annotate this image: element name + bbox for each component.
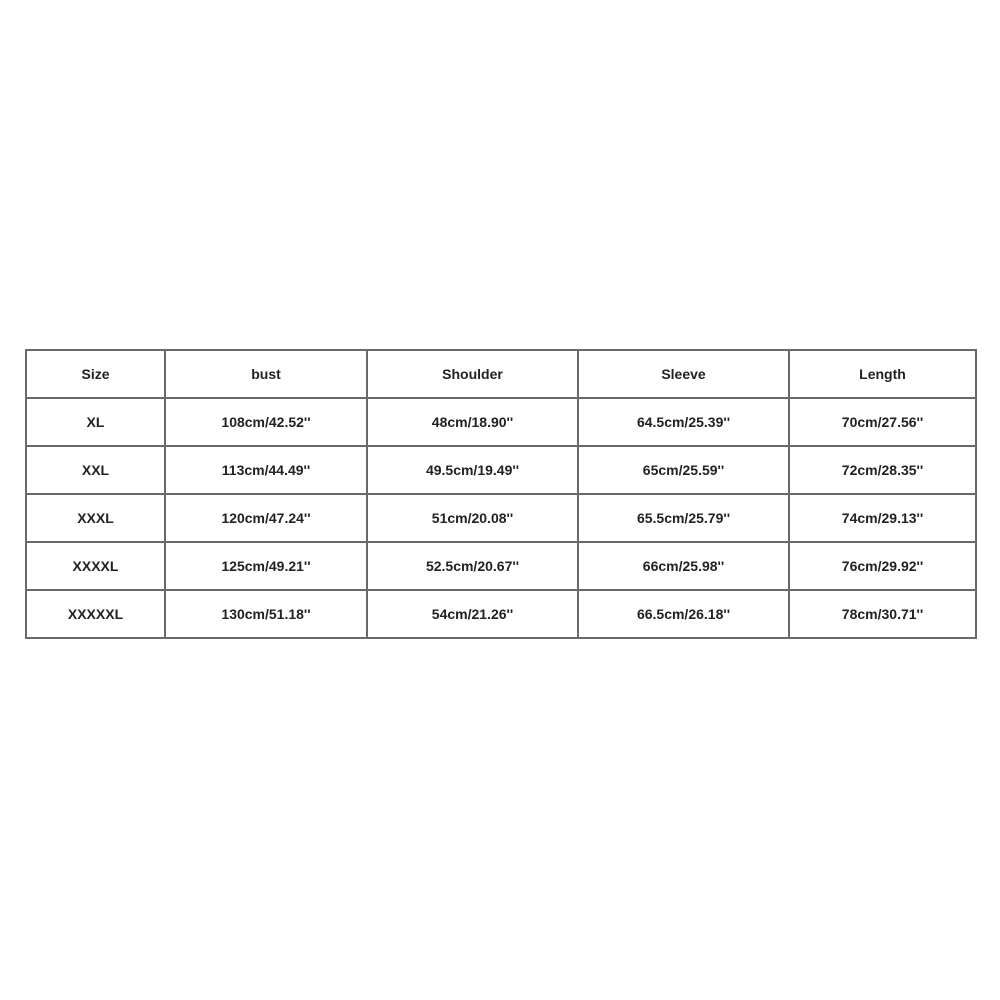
cell-length: 72cm/28.35'' bbox=[789, 446, 976, 494]
table-row bbox=[26, 542, 976, 590]
table-row bbox=[26, 446, 976, 494]
cell-size: XXXL bbox=[26, 494, 165, 542]
table-header-row bbox=[26, 350, 976, 398]
cell-sleeve: 65.5cm/25.79'' bbox=[578, 494, 789, 542]
cell-shoulder: 54cm/21.26'' bbox=[367, 590, 578, 638]
cell-bust: 108cm/42.52'' bbox=[165, 398, 367, 446]
cell-shoulder: 51cm/20.08'' bbox=[367, 494, 578, 542]
size-chart-table bbox=[25, 349, 977, 639]
cell-sleeve: 64.5cm/25.39'' bbox=[578, 398, 789, 446]
column-header-sleeve: Sleeve bbox=[578, 350, 789, 398]
cell-length: 70cm/27.56'' bbox=[789, 398, 976, 446]
column-header-length: Length bbox=[789, 350, 976, 398]
cell-length: 78cm/30.71'' bbox=[789, 590, 976, 638]
column-header-bust: bust bbox=[165, 350, 367, 398]
cell-length: 76cm/29.92'' bbox=[789, 542, 976, 590]
cell-size: XXXXXL bbox=[26, 590, 165, 638]
table-row bbox=[26, 590, 976, 638]
cell-bust: 120cm/47.24'' bbox=[165, 494, 367, 542]
cell-sleeve: 66cm/25.98'' bbox=[578, 542, 789, 590]
cell-size: XXXXL bbox=[26, 542, 165, 590]
column-header-size: Size bbox=[26, 350, 165, 398]
cell-bust: 113cm/44.49'' bbox=[165, 446, 367, 494]
cell-bust: 130cm/51.18'' bbox=[165, 590, 367, 638]
cell-sleeve: 66.5cm/26.18'' bbox=[578, 590, 789, 638]
cell-bust: 125cm/49.21'' bbox=[165, 542, 367, 590]
cell-size: XXL bbox=[26, 446, 165, 494]
cell-size: XL bbox=[26, 398, 165, 446]
cell-shoulder: 48cm/18.90'' bbox=[367, 398, 578, 446]
cell-sleeve: 65cm/25.59'' bbox=[578, 446, 789, 494]
cell-shoulder: 49.5cm/19.49'' bbox=[367, 446, 578, 494]
table-row bbox=[26, 398, 976, 446]
column-header-shoulder: Shoulder bbox=[367, 350, 578, 398]
cell-shoulder: 52.5cm/20.67'' bbox=[367, 542, 578, 590]
table-row bbox=[26, 494, 976, 542]
cell-length: 74cm/29.13'' bbox=[789, 494, 976, 542]
